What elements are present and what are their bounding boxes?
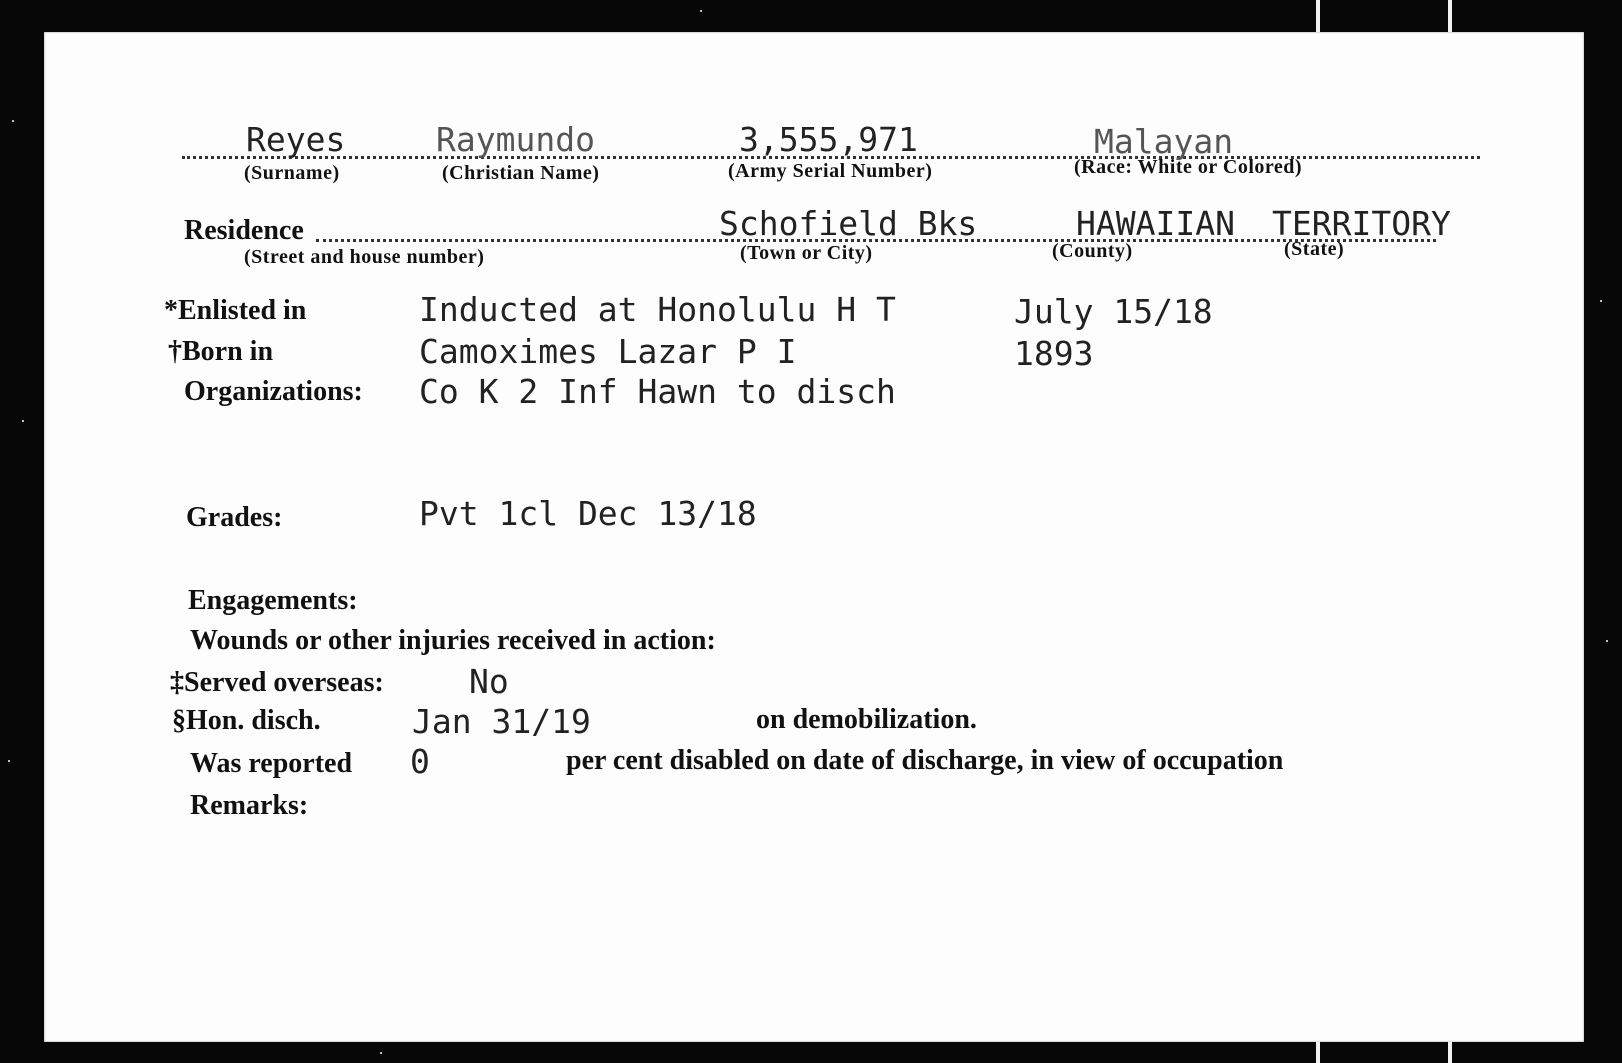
christian-name-caption: (Christian Name) [442,162,600,184]
scan-noise [1600,300,1602,302]
town-caption: (Town or City) [740,242,873,264]
service-record-card [44,32,1584,1042]
grades-value: Pvt 1cl Dec 13/18 [419,494,757,533]
residence-town-value: Schofield Bks [719,204,978,243]
scan-noise [1606,640,1608,642]
residence-state-value: TERRITORY [1272,204,1451,243]
served-overseas-label: ‡Served overseas: [170,667,384,698]
scan-noise [700,10,702,12]
scan-noise [380,1052,382,1054]
hon-disch-date: Jan 31/19 [412,702,591,741]
organizations-value: Co K 2 Inf Hawn to disch [419,372,896,411]
surname-value: Reyes [246,120,346,159]
grades-label: Grades: [186,502,283,533]
served-overseas-value: No [469,662,509,701]
scan-noise [12,120,14,122]
residence-county-value: HAWAIIAN [1076,204,1235,243]
engagements-label: Engagements: [188,585,358,616]
wounds-label: Wounds or other injuries received in action: [190,625,716,656]
scan-noise [22,420,24,422]
hon-disch-suffix: on demobilization. [756,704,977,735]
remarks-label: Remarks: [190,790,309,821]
county-caption: (County) [1052,240,1133,262]
race-caption: (Race: White or Colored) [1074,156,1303,178]
disabled-value: 0 [410,742,430,781]
organizations-label: Organizations: [184,376,363,407]
serial-number-caption: (Army Serial Number) [728,160,933,182]
enlisted-label: *Enlisted in [164,295,307,326]
surname-caption: (Surname) [244,162,340,184]
enlisted-date: July 15/18 [1014,292,1213,331]
residence-label: Residence [184,215,304,246]
street-caption: (Street and house number) [244,246,485,268]
born-year: 1893 [1014,334,1094,373]
disabled-suffix: per cent disabled on date of discharge, in view of occupation [566,745,1284,776]
hon-disch-label: §Hon. disch. [172,705,321,736]
born-label: †Born in [168,336,274,367]
enlisted-value: Inducted at Honolulu H T [419,290,896,329]
scan-noise [8,760,10,762]
christian-name-value: Raymundo [436,120,595,159]
serial-number-value: 3,555,971 [739,120,918,159]
state-caption: (State) [1284,238,1345,260]
born-value: Camoximes Lazar P I [419,332,797,371]
race-value: Malayan [1094,122,1234,161]
disabled-label: Was reported [190,748,353,779]
